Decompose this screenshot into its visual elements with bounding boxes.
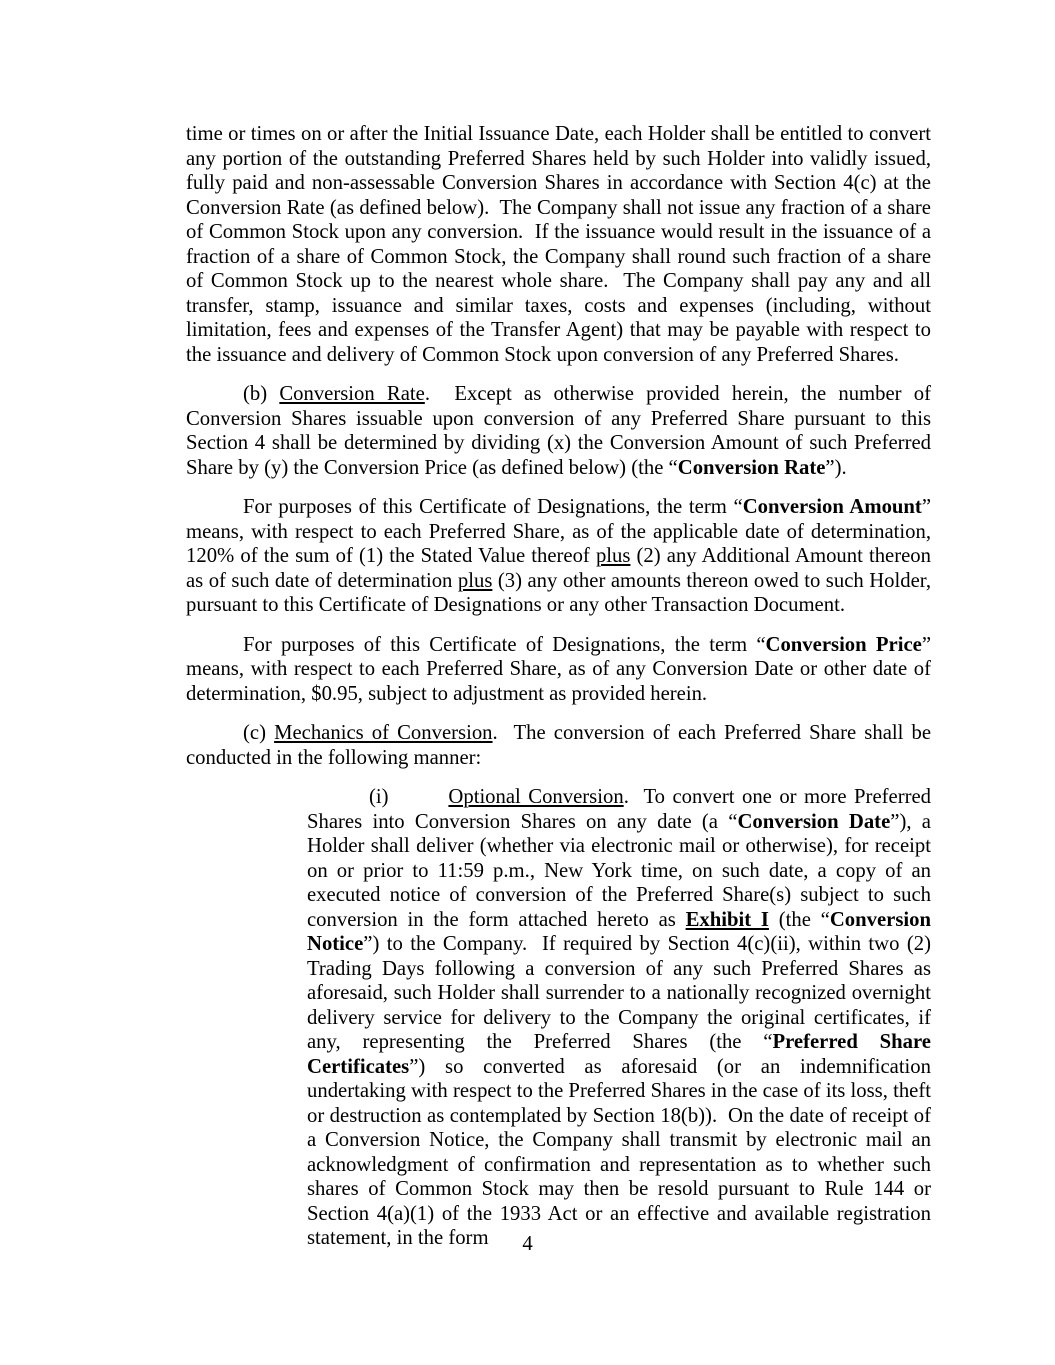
paragraph: [307, 785, 937, 1251]
paragraph: [186, 633, 937, 707]
text-segment: Conversion Price: [765, 633, 922, 656]
text-segment: For purposes of this Certificate of Designations, the term “: [243, 633, 766, 656]
text-segment: (i): [369, 786, 449, 808]
text-segment: ”).: [825, 456, 847, 479]
text-segment: ”), a Holder shall deliver (whether via electronic mail or otherwise), for receipt on or prior to 11:59 p.m., New York time, on such date, a copy of an executed notice of conversion of the Preferred Share(s) subject to such conversion in the form attached hereto as: [307, 810, 937, 931]
text-segment: (3) any other amounts thereon owed to such Holder, pursuant to this Certificate of Designations or any other Transaction Document.: [186, 569, 937, 616]
text-segment: Conversion Amount: [742, 496, 922, 518]
paragraph: [186, 122, 937, 367]
text-segment: Mechanics of Conversion: [274, 722, 493, 744]
text-segment: Optional Conversion: [448, 786, 624, 808]
text-segment: Conversion Rate: [279, 383, 425, 405]
text-segment: ” means, with respect to each Preferred Share, as of the applicable date of determination, 120% of the sum of (1) the Stated Value thereof: [186, 496, 937, 567]
paragraph: [186, 382, 937, 480]
text-segment: Conversion Rate: [677, 456, 826, 479]
text-segment: Exhibit I: [685, 908, 769, 931]
text-segment: (the “: [768, 908, 830, 931]
text-segment: (2) any Additional Amount thereon as of such date of determination: [186, 545, 937, 592]
paragraph: [186, 495, 937, 618]
text-segment: Conversion Date: [737, 810, 891, 833]
text-segment: For purposes of this Certificate of Designations, the term “: [243, 496, 743, 518]
text-segment: Conversion Notice: [307, 908, 937, 955]
text-segment: . To convert one or more Preferred Shares into Conversion Shares on any date (a “: [307, 786, 937, 833]
page-number: 4: [522, 1233, 533, 1255]
text-segment: ”) so converted as aforesaid (or an indemnification undertaking with respect to the Preferred Shares in the case of its loss, theft or destruction as contemplated by Section 18(b)). On the date of receipt of a Conversion Notice, the Company shall transmit by electronic mail an acknowledgment of confirmation and representation as to whether such shares of Common Stock may then be resold pursuant to Rule 144 or Section 4(a)(1) of the 1933 Act or an effective and available registration statement, in the form: [307, 1055, 937, 1249]
text-segment: (c): [243, 722, 275, 744]
text-segment: (b): [243, 383, 280, 405]
text-segment: plus: [595, 545, 631, 567]
document-body: [186, 122, 937, 1251]
paragraph: [186, 721, 937, 770]
text-segment: ” means, with respect to each Preferred Share, as of any Conversion Date or other date of determination, $0.95, subject to adjustment as provided herein.: [186, 633, 937, 705]
text-segment: . The conversion of each Preferred Share shall be conducted in the following manner:: [186, 722, 937, 769]
text-segment: time or times on or after the Initial Issuance Date, each Holder shall be entitled to convert any portion of the outstanding Preferred Shares held by such Holder into validly issued, fully paid and non-assessable Conversion Shares in accordance with Section 4(c) at the Conversion Rate (as defined below). The Company shall not issue any fraction of a share of Common Stock upon any conversion. If the issuance would result in the issuance of a fraction of a share of Common Stock, the Company shall round such fraction of a share of Common Stock up to the nearest whole share. The Company shall pay any and all transfer, stamp, issuance and similar taxes, costs and expenses (including, without limitation, fees and expenses of the Transfer Agent) that may be payable with respect to the issuance and delivery of Common Stock upon conversion of any Preferred Shares.: [186, 123, 937, 366]
text-segment: ”) to the Company. If required by Section 4(c)(ii), within two (2) Trading Days following a conversion of any such Preferred Shares as aforesaid, such Holder shall surrender to a nationally recognized overnight delivery service for delivery to the Company the original certificates, if any, representing the Preferred Shares (the “: [307, 933, 937, 1053]
page-footer: [0, 1232, 1055, 1257]
text-segment: . Except as otherwise provided herein, the number of Conversion Shares issuable upon conversion of any Preferred Share pursuant to this Section 4 shall be determined by dividing (x) the Conversion Amount of such Preferred Share by (y) the Conversion Price (as defined below) (the “: [186, 383, 937, 479]
text-segment: plus: [457, 569, 493, 592]
text-segment: Preferred Share Certificates: [307, 1031, 937, 1078]
